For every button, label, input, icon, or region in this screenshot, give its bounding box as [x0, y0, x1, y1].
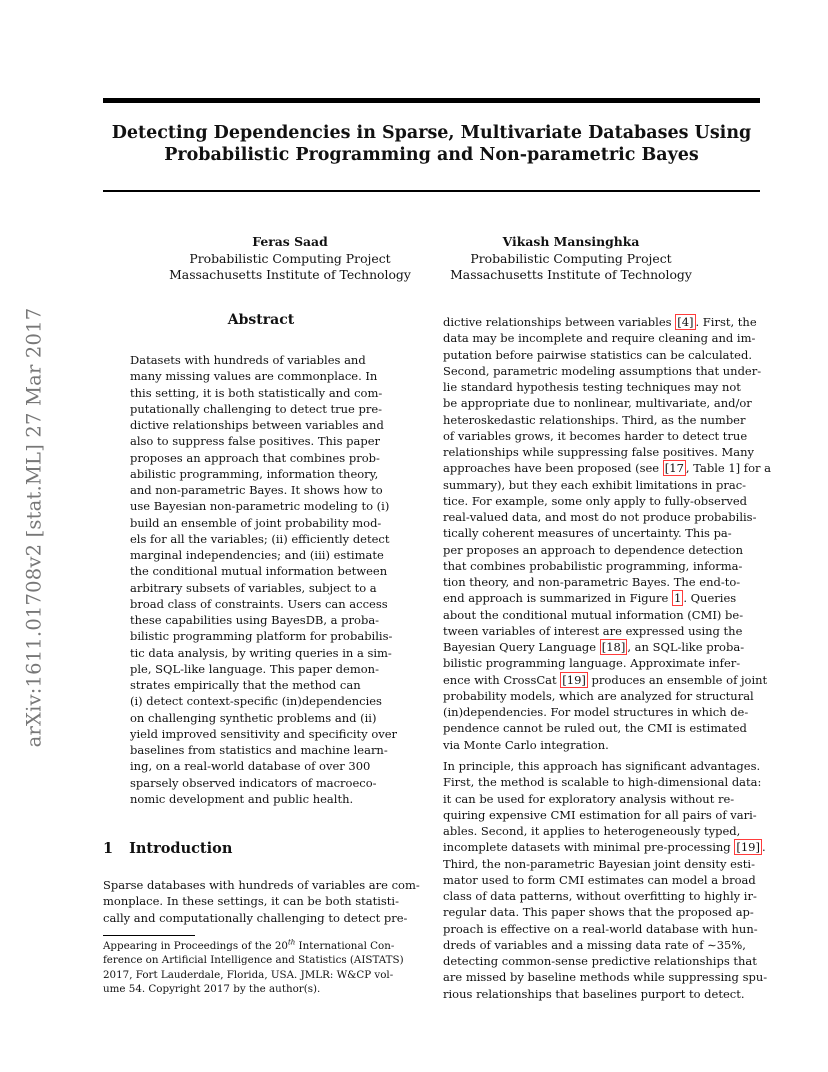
title-line: Probabilistic Programming and Non-parametric Bayes	[164, 145, 699, 165]
text-line: lie standard hypothesis testing techniques may not	[443, 380, 741, 394]
text-line: real-valued data, and most do not produce probabilis-	[443, 510, 757, 524]
text-line: broad class of constraints. Users can access	[130, 596, 388, 611]
text-line: heteroskedastic relationships. Third, as the number	[443, 412, 746, 427]
text-line: also to suppress false positives. This paper	[130, 434, 381, 449]
author-block	[160, 234, 420, 284]
text-line: mator used to form CMI estimates can model a broad	[443, 872, 756, 887]
text-line: are missed by baseline methods while suppressing spu-	[443, 970, 768, 985]
text-line: rious relationships that baselines purport to detect.	[443, 986, 745, 1001]
footnote	[103, 939, 423, 997]
text-line: data may be incomplete and require cleaning and im-	[443, 331, 756, 346]
text-line: proach is effective on a real-world database with hun-	[443, 921, 758, 936]
text-run: dictive relationships between variables	[443, 315, 676, 329]
text-line: yield improved sensitivity and specificity over	[130, 726, 398, 741]
citation-link[interactable]: [19]	[562, 672, 586, 687]
arxiv-stamp	[18, 275, 50, 780]
text-line: regular data. This paper shows that the proposed ap-	[443, 905, 754, 920]
text-line: probability models, which are analyzed for structural	[443, 688, 754, 703]
text-line: tween variables of interest are expressed using the	[443, 623, 743, 638]
section-number: 1	[103, 840, 114, 857]
text-line: use Bayesian non-parametric modeling to (i)	[130, 499, 390, 514]
text-line: proposes an approach that combines prob-	[130, 450, 380, 465]
section-title: Introduction	[129, 840, 233, 857]
text-line: Second, parametric modeling assumptions that under-	[443, 363, 762, 378]
text-line: els for all the variables; (ii) efficiently detect	[130, 531, 390, 546]
citation-link[interactable]: [4]	[677, 315, 694, 329]
citation-link[interactable]: [17	[664, 461, 684, 476]
text-line	[443, 639, 761, 655]
intro-paragraph	[443, 758, 768, 1002]
text-line: tice. For example, some only apply to fully-observed	[443, 493, 748, 508]
text-line	[443, 839, 766, 855]
section-heading	[103, 840, 232, 857]
text-line: and non-parametric Bayes. It shows how to	[130, 483, 383, 497]
text-line: per proposes an approach to dependence detection	[443, 542, 744, 557]
text-line: monplace. In these settings, it can be both statisti-	[103, 894, 399, 909]
text-line: baselines from statistics and machine learn-	[130, 743, 388, 757]
author-affiliation: Massachusetts Institute of Technology	[450, 267, 692, 282]
text-line: ume 54. Copyright 2017 by the author(s).	[103, 983, 321, 996]
text-line	[443, 314, 761, 330]
text-run: .	[761, 840, 766, 855]
text-line: build an ensemble of joint probability mod-	[130, 515, 382, 530]
text-line: cally and computationally challenging to detect pre-	[103, 910, 408, 925]
text-line: of variables grows, it becomes harder to detect true	[443, 428, 748, 443]
citation-link[interactable]: [19]	[736, 840, 760, 855]
text-line: ple, SQL-like language. This paper demon-	[130, 661, 379, 676]
text-line: nomic development and public health.	[130, 791, 354, 806]
abstract-body	[130, 352, 398, 807]
text-line: this setting, it is both statistically and com-	[130, 385, 383, 400]
footnote-text: International Con-	[295, 940, 395, 952]
text-line: tion theory, and non-parametric Bayes. The end-to-	[443, 575, 741, 589]
text-line: (in)dependencies. For model structures in which de-	[443, 705, 749, 719]
citation-link[interactable]: [18]	[601, 640, 626, 654]
text-line: Third, the non-parametric Bayesian joint density esti-	[443, 856, 755, 871]
text-line: bilistic programming platform for probabilis-	[130, 629, 393, 644]
text-run: . Queries	[683, 591, 737, 606]
text-line: pendence cannot be ruled out, the CMI is estimated	[443, 721, 747, 736]
text-run: ence with CrossCat	[443, 672, 561, 687]
text-line: In principle, this approach has significant advantages.	[443, 759, 761, 773]
abstract-heading: Abstract	[227, 312, 295, 328]
author-affiliation: Massachusetts Institute of Technology	[169, 267, 411, 282]
text-line: many missing values are commonplace. In	[130, 369, 378, 384]
author-name: Feras Saad	[252, 234, 328, 249]
text-run: approaches have been proposed (see	[443, 461, 663, 476]
text-line: dictive relationships between variables and	[130, 418, 384, 432]
arxiv-stamp-text: arXiv:1611.01708v2 [stat.ML] 27 Mar 2017	[22, 307, 46, 748]
text-run: . First, the	[695, 315, 757, 329]
intro-paragraph	[443, 314, 771, 753]
footnote-text: Appearing in Proceedings of the 20	[103, 940, 288, 952]
text-line	[443, 590, 761, 606]
text-line: tically coherent measures of uncertainty. This pa-	[443, 526, 732, 541]
author-affiliation: Probabilistic Computing Project	[470, 250, 672, 266]
text-line: that combines probabilistic programming, informa-	[443, 558, 743, 573]
intro-paragraph	[103, 877, 421, 926]
text-line: the conditional mutual information between	[130, 564, 388, 579]
text-line: summary), but they each exhibit limitations in prac-	[443, 477, 747, 492]
text-line: detecting common-sense predictive relationships that	[443, 954, 757, 968]
header-rule-thin	[103, 190, 760, 192]
text-line: be appropriate due to nonlinear, multivariate, and/or	[443, 396, 752, 411]
text-line: sparsely observed indicators of macroeco-	[130, 775, 377, 790]
text-line: ables. Second, it applies to heterogeneously typed,	[443, 824, 741, 838]
author-affiliation: Probabilistic Computing Project	[189, 250, 391, 266]
text-line: putationally challenging to detect true pre-	[130, 401, 383, 416]
text-line: abilistic programming, information theory,	[130, 466, 379, 481]
text-line: ing, on a real-world database of over 300	[130, 759, 371, 774]
header-rule-thick	[103, 98, 760, 103]
text-line: (i) detect context-specific (in)dependencies	[130, 694, 382, 709]
text-line: about the conditional mutual information (CMI) be-	[443, 607, 744, 622]
text-line	[443, 672, 768, 688]
text-line: class of data patterns, without overfitting to highly ir-	[443, 889, 757, 903]
footnote-superscript: th	[287, 938, 296, 947]
text-line: 2017, Fort Lauderdale, Florida, USA. JMLR: W&CP vol-	[103, 968, 394, 981]
text-line: arbitrary subsets of variables, subject to a	[130, 580, 377, 595]
text-line: these capabilities using BayesDB, a proba-	[130, 613, 380, 627]
text-run: Bayesian Query Language	[443, 640, 600, 654]
text-run: , Table 1] for a	[685, 461, 771, 476]
text-line: quiring expensive CMI estimation for all pairs of vari-	[443, 807, 757, 822]
text-line: ference on Artificial Intelligence and Statistics (AISTATS)	[103, 954, 404, 967]
text-line: on challenging synthetic problems and (ii)	[130, 710, 377, 725]
text-line: dreds of variables and a missing data rate of ∼35%,	[443, 937, 746, 952]
text-run: incomplete datasets with minimal pre-processing	[443, 840, 735, 855]
text-line: bilistic programming language. Approximate infer-	[443, 656, 741, 671]
text-line: Datasets with hundreds of variables and	[130, 353, 366, 367]
text-line	[443, 460, 771, 476]
text-run: , an SQL-like proba-	[627, 640, 745, 654]
figure-link[interactable]: 1	[673, 591, 682, 606]
paper-title	[103, 122, 760, 166]
text-line: tic data analysis, by writing queries in a sim-	[130, 645, 392, 660]
text-line: putation before pairwise statistics can be calculated.	[443, 347, 752, 362]
footnote-rule	[103, 935, 195, 936]
title-line: Detecting Dependencies in Sparse, Multivariate Databases Using	[111, 123, 752, 143]
text-line	[103, 939, 423, 953]
text-run: end approach is summarized in Figure	[443, 591, 672, 606]
text-line: relationships while suppressing false positives. Many	[443, 445, 755, 459]
text-line: First, the method is scalable to high-dimensional data:	[443, 775, 762, 790]
author-name: Vikash Mansinghka	[502, 234, 640, 249]
text-run: produces an ensemble of joint	[587, 672, 768, 687]
author-block	[441, 234, 701, 284]
text-line: via Monte Carlo integration.	[443, 737, 609, 752]
text-line: marginal independencies; and (iii) estimate	[130, 548, 384, 562]
text-line: Sparse databases with hundreds of variables are com-	[103, 878, 420, 892]
text-line: it can be used for exploratory analysis without re-	[443, 791, 735, 806]
text-line: strates empirically that the method can	[130, 678, 361, 692]
